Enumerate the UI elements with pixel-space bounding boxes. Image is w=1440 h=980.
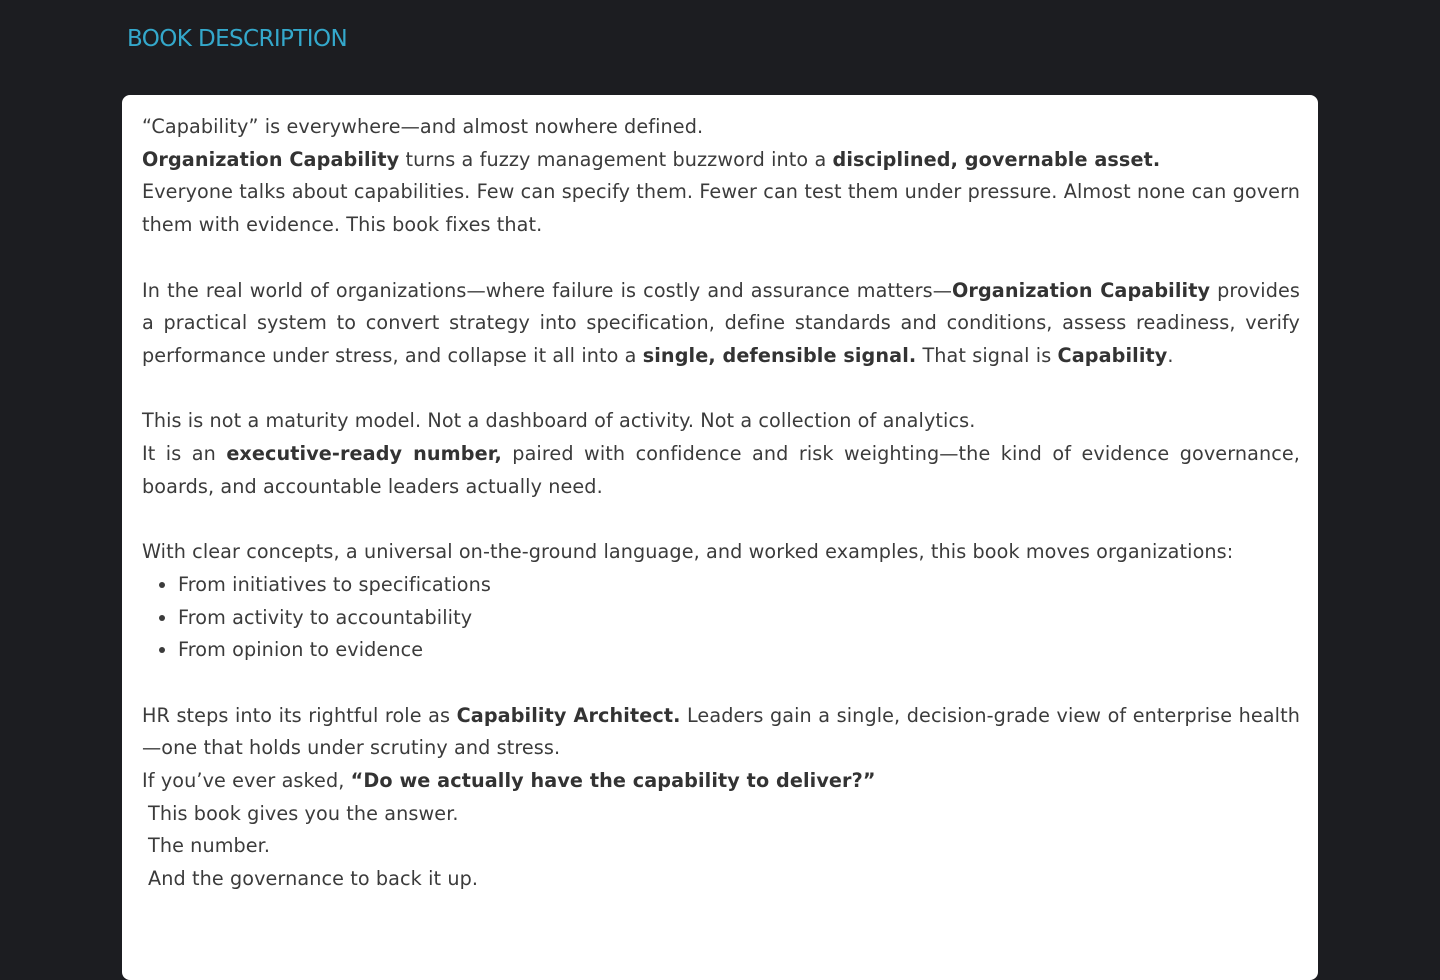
bold-phrase: disciplined, governable asset. <box>832 147 1161 171</box>
bold-phrase: Organization Capability <box>142 147 400 171</box>
text-span: It is an <box>142 442 227 465</box>
paragraph-gap <box>142 373 1300 406</box>
text-span: paired with confidence and risk weighting—the kind of evidence governance, boards, and accountable leaders actually need. <box>142 442 1300 498</box>
paragraph-executive-number <box>142 438 1300 503</box>
paragraph-hr-role <box>142 700 1300 765</box>
bold-phrase: executive-ready number, <box>226 442 502 465</box>
text-span: HR steps into its rightful role as <box>142 703 457 727</box>
closing-line: The number. <box>148 834 271 858</box>
closing-line: This book gives you the answer. <box>148 801 459 825</box>
text-span: That signal is <box>916 343 1058 367</box>
closing-line: And the governance to back it up. <box>148 867 479 891</box>
intro-body: Everyone talks about capabilities. Few can specify them. Fewer can test them under pressure. Almost none can govern them with evidence. This book fixes that. <box>142 180 1300 237</box>
book-description-card <box>122 95 1318 980</box>
text-span: Leaders gain a single, decision-grade view of enterprise health—one that holds under scrutiny and stress. <box>142 703 1300 760</box>
bold-phrase: Capability Architect. <box>456 703 681 727</box>
text-span: provides a practical system to convert strategy into specification, define standards and conditions, assess readiness, verify performance under stress, and collapse it all into a <box>142 278 1300 367</box>
list-item: • From opinion to evidence <box>178 634 1300 667</box>
paragraph-gap <box>142 242 1300 275</box>
bold-phrase: Capability <box>1057 343 1168 367</box>
paragraph-moves-intro: With clear concepts, a universal on-the-ground language, and worked examples, this book moves organizations: <box>142 540 1234 564</box>
bold-phrase: Organization Capability <box>951 278 1211 302</box>
paragraph-question <box>142 765 1300 798</box>
intro-line: “Capability” is everywhere—and almost nowhere defined. <box>142 115 704 138</box>
list-item: • From activity to accountability <box>178 602 1300 635</box>
text-span: . <box>1167 343 1174 367</box>
text-span: If you’ve ever asked, <box>142 769 351 792</box>
section-title: BOOK DESCRIPTION <box>127 26 348 52</box>
bold-phrase: “Do we actually have the capability to deliver?” <box>350 769 876 792</box>
paragraph-system <box>142 275 1300 373</box>
section-header <box>127 22 347 58</box>
paragraph-not-model: This is not a maturity model. Not a dashboard of activity. Not a collection of analytics. <box>142 409 976 433</box>
text-span: In the real world of organizations—where failure is costly and assurance matters— <box>142 278 952 302</box>
paragraph-gap <box>142 667 1300 700</box>
list-item: • From initiatives to specifications <box>178 569 1300 602</box>
moves-list <box>142 569 1300 667</box>
bold-phrase: single, defensible signal. <box>642 343 917 367</box>
paragraph-gap <box>142 503 1300 536</box>
intro-summary <box>142 144 1300 177</box>
text-span: turns a fuzzy management buzzword into a <box>399 147 833 171</box>
